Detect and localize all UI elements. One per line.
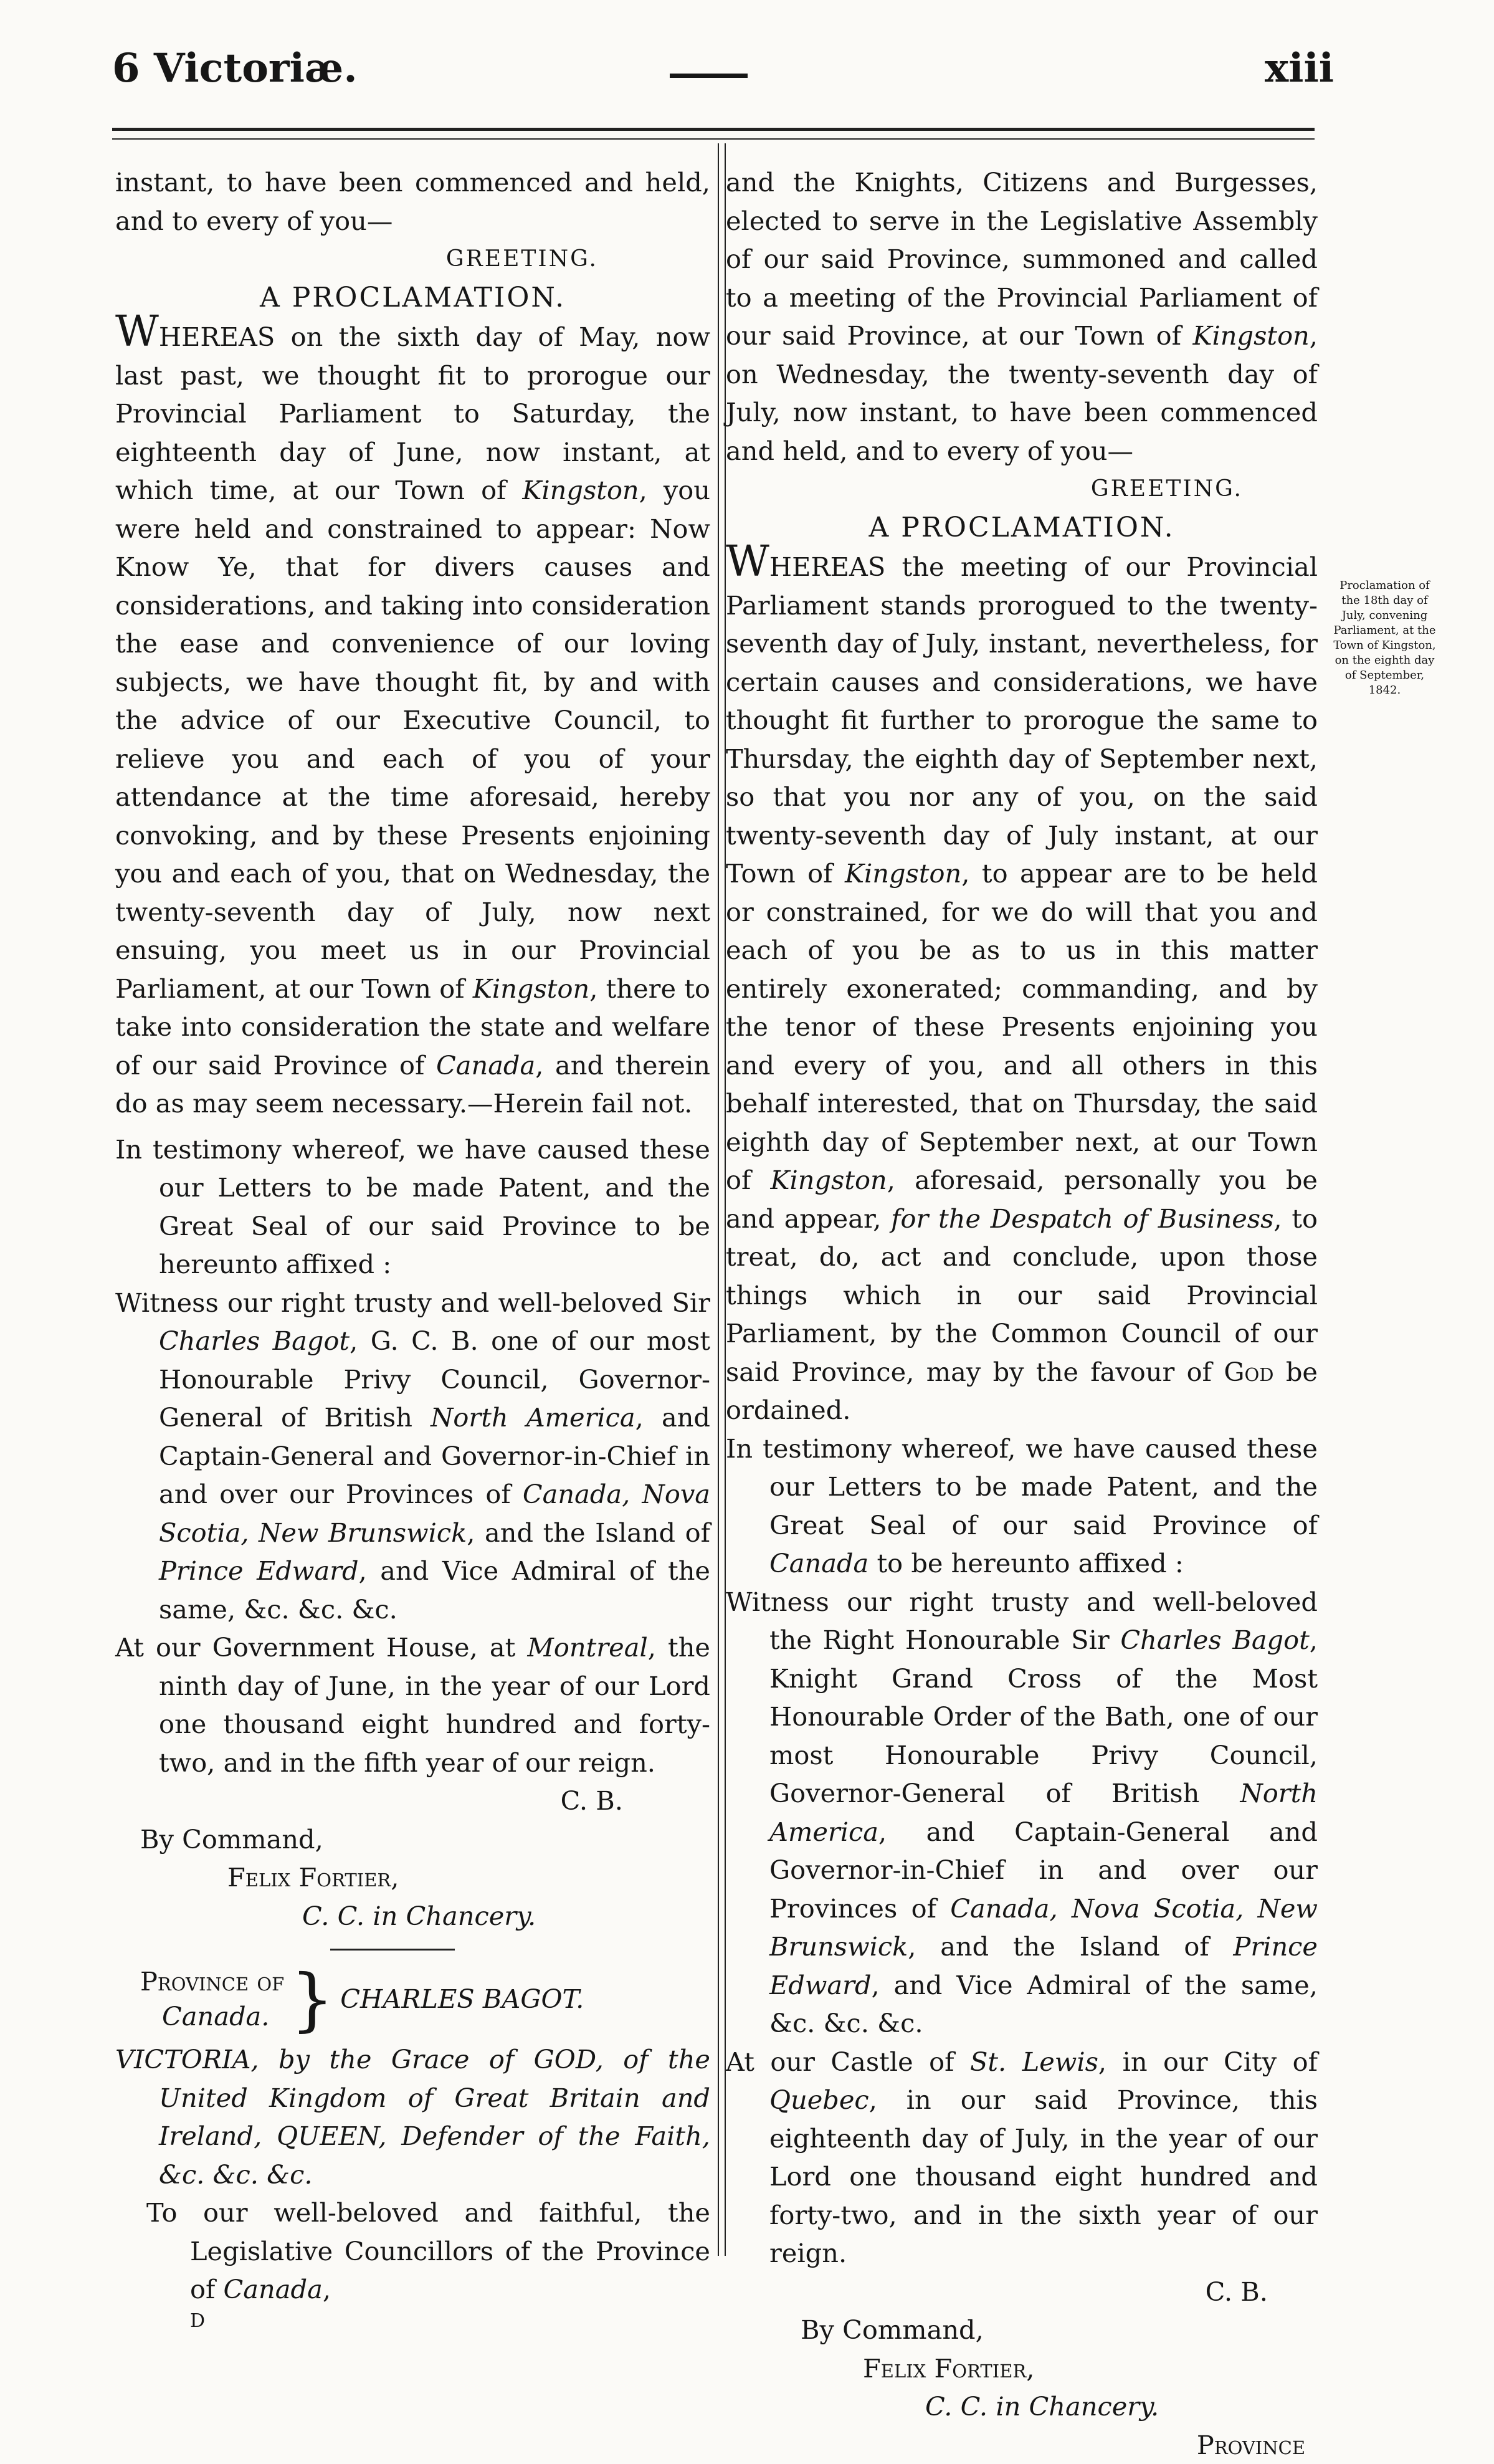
header-rule-thin <box>112 138 1315 140</box>
province-label: Province of <box>115 1964 284 1999</box>
body-text: , there to take into consideration the state and welfare of our said Province of <box>115 973 710 1081</box>
place-name: Canada <box>436 1050 535 1081</box>
left-column <box>115 163 710 2334</box>
column-divider <box>718 143 719 2256</box>
place-name: North America <box>431 1402 635 1433</box>
body-text: At our Government House, at <box>115 1632 527 1663</box>
body-text: , and the Island of <box>467 1517 710 1548</box>
body-text: be ordained. <box>726 1357 1318 1426</box>
emphasis-text: for the Despatch of Business <box>891 1203 1273 1234</box>
paragraph: instant, to have been commenced and held, and to every of you— <box>115 163 710 240</box>
body-text: , and Vice Admiral of the same, &c. &c. &c. <box>769 1970 1318 2039</box>
body-text: , and the Island of <box>908 1931 1233 1962</box>
governor-signature: CHARLES BAGOT. <box>340 1980 584 2018</box>
body-text: Witness our right trusty and well-beloved the Right Honourable Sir <box>726 1587 1318 1656</box>
divine-name: God <box>1224 1357 1273 1387</box>
drop-cap: W <box>726 537 769 586</box>
running-header-left: 6 Victoriæ. <box>112 45 358 92</box>
body-text: and the Knights, Citizens and Burgesses, elected to serve in the Legislative Assembly of our said Province, summoned and called to a meeting of the Provincial Parliament of our said Province, at our Town of <box>726 167 1318 351</box>
header-dash <box>670 74 748 78</box>
by-command: By Command, <box>726 2311 1318 2349</box>
catchword: Province <box>726 2426 1318 2464</box>
place-name: Canada, Nova Scotia, New Brunswick <box>159 1479 710 1548</box>
body-text: , and Captain-General and Governor-in-Chief in and over our Provinces of <box>159 1402 710 1509</box>
testimony-clause: In testimony whereof, we have caused these our Letters to be made Patent, and the Great Seal of our said Province to be hereunto affixed : <box>115 1130 710 1284</box>
place-name: Prince Edward <box>769 1931 1318 2000</box>
place-name: Canada <box>769 1548 868 1578</box>
place-name: Kingston <box>473 973 589 1004</box>
body-text: , you were held and constrained to appear: Now Know Ye, that for divers causes and considerations, and taking into consideration the ease and convenience of our loving subjects, we have thought fit, by and with the advice of our Executive Council, to relieve you and each of you of your attendance at the time aforesaid, hereby convoking, and by these Presents enjoining you and each of you, that on Wednesday, the twenty-seventh day of July, now next ensuing, you meet us in our Provincial Parliament, at our Town of <box>115 475 710 1004</box>
witness-clause <box>115 1284 710 1629</box>
right-column <box>726 163 1318 2464</box>
proclamation-body <box>115 317 710 1123</box>
brace-symbol: } <box>290 1965 334 2033</box>
greeting: GREETING. <box>726 470 1318 509</box>
royal-style: VICTORIA, by the Grace of GOD, of the United Kingdom of Great Britain and Ireland, QUEEN, Defender of the Faith, &c. &c. &c. <box>115 2040 710 2194</box>
body-text: , Knight Grand Cross of the Most Honourable Order of the Bath, one of our most Honourable Privy Council, Governor-General of British <box>769 1625 1318 1808</box>
proclamation-body <box>726 547 1318 1430</box>
body-text: HEREAS the meeting of our Provincial Parliament stands prorogued to the twenty-seventh day of July, instant, nevertheless, for certain causes and considerations, we have thought fit further to prorogue the same to Thursday, the eighth day of September next, so that you nor any of you, on the said twenty-seventh day of July instant, at our Town of <box>726 552 1318 889</box>
dating-clause <box>115 1628 710 1782</box>
by-command: By Command, <box>115 1820 710 1859</box>
place-name: Kingston <box>770 1165 887 1195</box>
body-text: , to appear are to be held or constrained, for we do will that you and each of you be as to us in this matter entirely exonerated; commanding, and by the tenor of these Presents enjoining you and every of you, and all others in this behalf interested, that on Thursday, the said eighth day of September next, at our Town of <box>726 858 1318 1195</box>
dating-clause <box>726 2043 1318 2273</box>
place-name: Prince Edward <box>159 1555 359 1586</box>
province-heading <box>115 1964 710 2034</box>
marginal-note: Proclamation of the 18th day of July, convening Parliament, at the Town of Kingston, on the eighth day of September, 1842. <box>1330 578 1439 698</box>
body-text: , on Wednesday, the twenty-seventh day of July, now instant, to have been commenced and held, and to every of you— <box>726 320 1318 466</box>
body-text: At our Castle of <box>726 2046 970 2077</box>
witness-clause <box>726 1583 1318 2043</box>
proclamation-heading: A PROCLAMATION. <box>726 509 1318 547</box>
body-text: , G. C. B. one of our most Honourable Privy Council, Governor-General of British <box>159 1325 710 1433</box>
body-text: HEREAS on the sixth day of May, now last past, we thought fit to prorogue our Provincial Parliament to Saturday, the eighteenth day of June, now instant, at which time, at our Town of <box>115 322 710 505</box>
place-name: Quebec <box>769 2084 869 2115</box>
place-name: St. Lewis <box>970 2046 1098 2077</box>
testimony-clause <box>726 1430 1318 1583</box>
place-name: Kingston <box>845 858 961 889</box>
place-name: Kingston <box>522 475 639 505</box>
body-text: , the ninth day of June, in the year of our Lord one thousand eight hundred and forty-two, and in the fifth year of our reign. <box>159 1632 710 1778</box>
clerk-name: Felix Fortier, <box>115 1858 710 1897</box>
proclamation-heading: A PROCLAMATION. <box>115 279 710 317</box>
body-text: In testimony whereof, we have caused these our Letters to be made Patent, and the Great Seal of our said Province of <box>726 1433 1318 1540</box>
body-text: to be hereunto affixed : <box>868 1548 1184 1578</box>
clerk-name: Felix Fortier, <box>726 2349 1318 2388</box>
body-text: , in our City of <box>1098 2046 1318 2077</box>
body-text: , aforesaid, personally you be and appear, <box>726 1165 1318 1234</box>
header-rule-thick <box>112 128 1315 131</box>
place-name: Montreal <box>527 1632 647 1663</box>
clerk-title: C. C. in Chancery. <box>115 1897 710 1936</box>
body-text: To our well-beloved and faithful, the Legislative Councillors of the Province of <box>146 2197 710 2304</box>
page-number: xiii <box>1265 45 1334 92</box>
place-name: Canada, Nova Scotia, New Brunswick <box>769 1893 1318 1962</box>
body-text: , <box>323 2274 331 2304</box>
body-text: , to treat, do, act and conclude, upon those things which in our said Provincial Parliament, by the Common Council of our said Province, may by the favour of <box>726 1203 1318 1387</box>
signature-mark: D <box>115 2309 710 2334</box>
body-text: Witness our right trusty and well-beloved Sir <box>115 1287 710 1318</box>
place-name: Kingston <box>1193 320 1310 351</box>
place-name: North America <box>769 1778 1318 1847</box>
person-name: Charles Bagot <box>159 1325 350 1356</box>
province-name: Canada. <box>115 1999 284 2034</box>
greeting: GREETING. <box>115 240 710 279</box>
body-text: , and Captain-General and Governor-in-Chief in and over our Provinces of <box>769 1817 1318 1924</box>
place-name: Canada <box>224 2274 323 2304</box>
body-text: , in our said Province, this eighteenth day of July, in the year of our Lord one thousand eight hundred and forty-two, and in the sixth year of our reign. <box>769 2084 1318 2268</box>
address-clause <box>115 2194 710 2309</box>
body-text: , and Vice Admiral of the same, &c. &c. &c. <box>159 1555 710 1625</box>
body-text: , and therein do as may seem necessary.—Herein fail not. <box>115 1050 710 1119</box>
clerk-title: C. C. in Chancery. <box>726 2387 1318 2426</box>
section-rule <box>330 1949 455 1951</box>
signature-initials: C. B. <box>115 1782 710 1820</box>
signature-initials: C. B. <box>726 2273 1318 2311</box>
drop-cap: W <box>115 307 159 356</box>
person-name: Charles Bagot <box>1120 1625 1309 1655</box>
paragraph <box>726 163 1318 470</box>
